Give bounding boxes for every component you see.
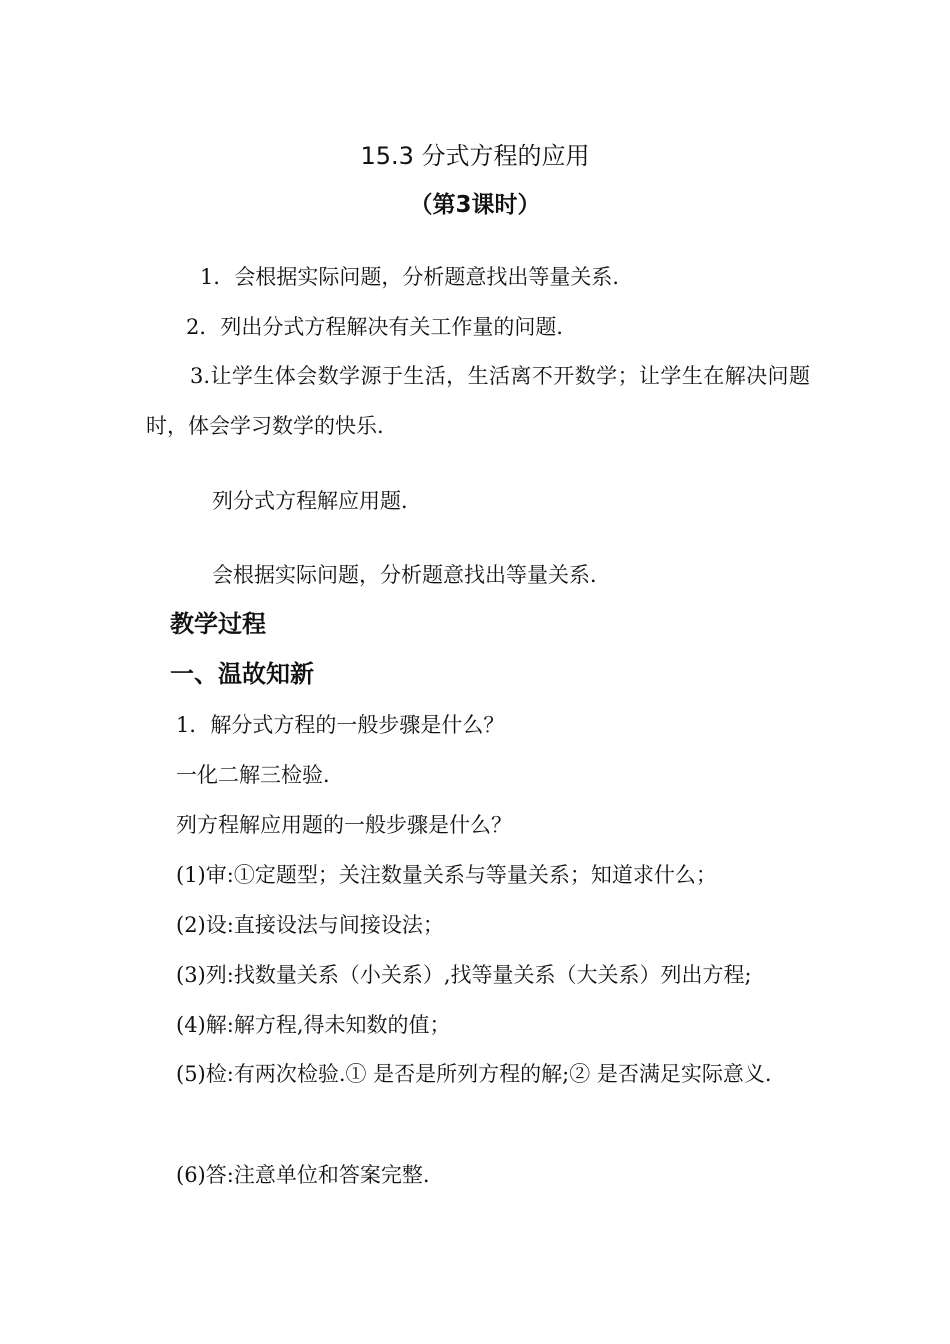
- step-item: (3)列:找数量关系（小关系）,找等量关系（大关系）列出方程;: [176, 963, 752, 987]
- step-item: (2)设:直接设法与间接设法；: [176, 913, 444, 937]
- review-question-2: 列方程解应用题的一般步骤是什么？: [176, 813, 512, 837]
- difficulty: 会根据实际问题，分析题意找出等量关系．: [212, 563, 611, 587]
- objective-2: 2．列出分式方程解决有关工作量的问题．: [186, 315, 578, 339]
- objective-3: 3.让学生体会数学源于生活，生活离不开数学；让学生在解决问题时，体会学习数学的快乐.: [146, 364, 810, 438]
- step-item: (5)检:有两次检验.① 是否是所列方程的解;② 是否满足实际意义.: [176, 1062, 772, 1086]
- document-title: 15.3 分式方程的应用: [360, 142, 590, 170]
- key-point: 列分式方程解应用题．: [212, 489, 422, 513]
- objective-1: 1．会根据实际问题，分析题意找出等量关系．: [200, 265, 634, 289]
- step-item: (6)答:注意单位和答案完整.: [176, 1163, 430, 1187]
- step-item: (4)解:解方程,得未知数的值；: [176, 1013, 451, 1037]
- review-answer-1: 一化二解三检验．: [176, 763, 344, 787]
- part-heading: 一、温故知新: [170, 660, 314, 688]
- step-item: (1)审:①定题型；关注数量关系与等量关系；知道求什么；: [176, 863, 717, 887]
- section-heading: 教学过程: [170, 610, 266, 638]
- review-question-1: 1．解分式方程的一般步骤是什么？: [176, 713, 505, 737]
- lesson-period: （第3课时）: [409, 192, 541, 218]
